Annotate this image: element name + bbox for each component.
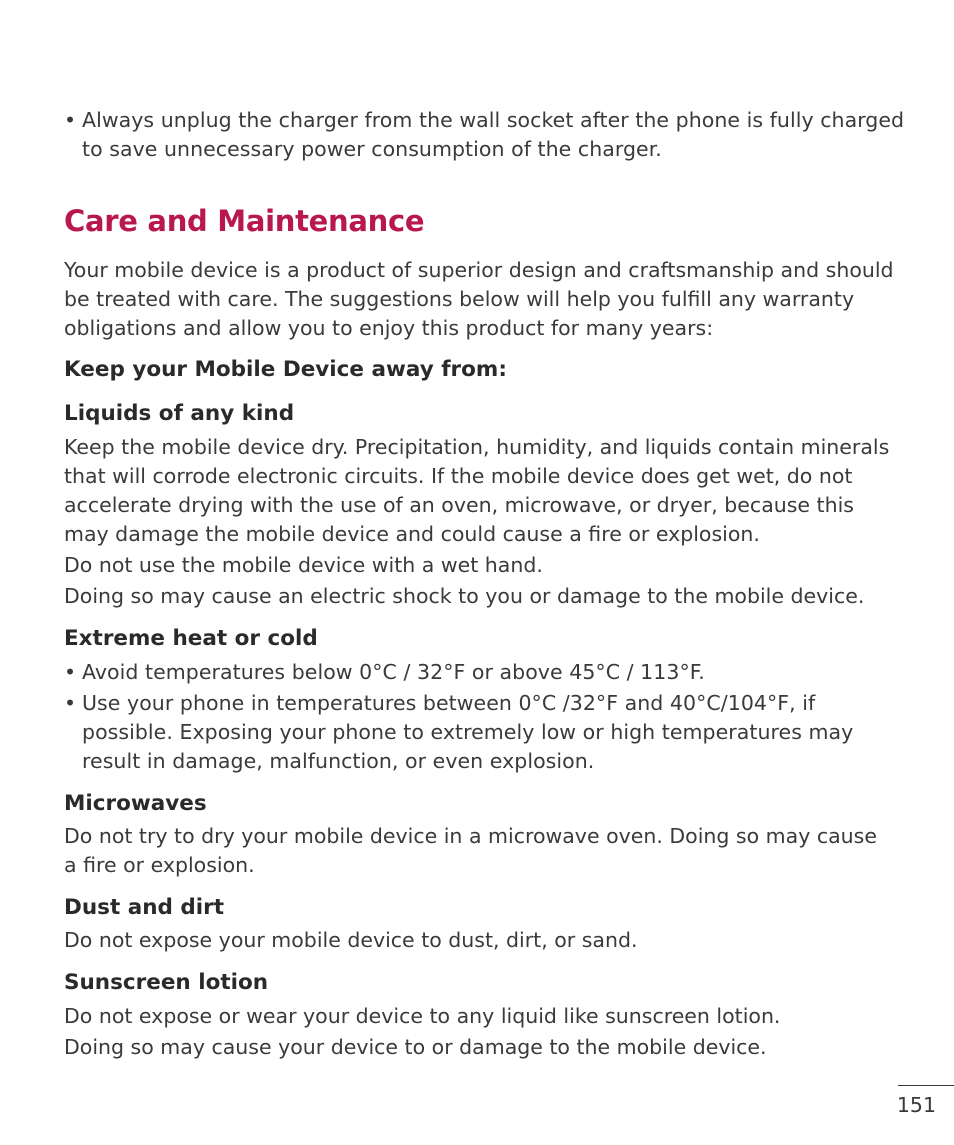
liquids-paragraph-3: Doing so may cause an electric shock to you or damage to the mobile device.	[64, 584, 865, 608]
heat-heading: Extreme heat or cold	[64, 626, 318, 651]
heat-bullet-2-text: Use your phone in temperatures between 0°C /32°F and 40°C/104°F, if possible. Exposing your phone to extremely low or high temperatures may result in damage, malfunction, or even explosion.	[82, 691, 854, 773]
liquids-paragraph-1: Keep the mobile device dry. Precipitation, humidity, and liquids contain minerals that will corrode electronic circuits. If the mobile device does get wet, do not accelerate drying with the use of an oven, microwave, or dryer, because this may damage the mobile device and could cause a fire or explosion.	[64, 435, 890, 546]
bullet-glyph: •	[64, 691, 77, 715]
sunscreen-heading: Sunscreen lotion	[64, 970, 269, 995]
intro-bullet-text: Always unplug the charger from the wall socket after the phone is fully charged to save unnecessary power consumption of the charger.	[82, 108, 905, 161]
dust-paragraph: Do not expose your mobile device to dust, dirt, or sand.	[64, 928, 638, 952]
heat-bullet-1-text: Avoid temperatures below 0°C / 32°F or above 45°C / 113°F.	[82, 660, 705, 684]
intro-paragraph: Your mobile device is a product of superior design and craftsmanship and should be treated with care. The suggestions below will help you fulfill any warranty obligations and allow you to enjoy this product for many years:	[64, 258, 894, 340]
sunscreen-paragraph-1: Do not expose or wear your device to any liquid like sunscreen lotion.	[64, 1004, 781, 1028]
page-number-rule	[898, 1085, 954, 1086]
liquids-paragraph-2: Do not use the mobile device with a wet hand.	[64, 553, 543, 577]
sunscreen-paragraph-2: Doing so may cause your device to or damage to the mobile device.	[64, 1035, 767, 1059]
microwaves-paragraph: Do not try to dry your mobile device in a microwave oven. Doing so may cause a fire or explosion.	[64, 824, 877, 877]
bullet-glyph: •	[64, 660, 77, 684]
microwaves-heading: Microwaves	[64, 791, 207, 816]
bullet-glyph: •	[64, 108, 77, 132]
heat-bullet-1	[64, 658, 912, 687]
intro-bullet	[64, 106, 912, 164]
page-title: Care and Maintenance	[64, 204, 425, 238]
page-number: 151	[896, 1093, 936, 1117]
heat-bullet-2	[64, 689, 912, 776]
dust-heading: Dust and dirt	[64, 895, 225, 920]
keep-away-heading: Keep your Mobile Device away from:	[64, 357, 507, 382]
liquids-heading: Liquids of any kind	[64, 401, 295, 426]
